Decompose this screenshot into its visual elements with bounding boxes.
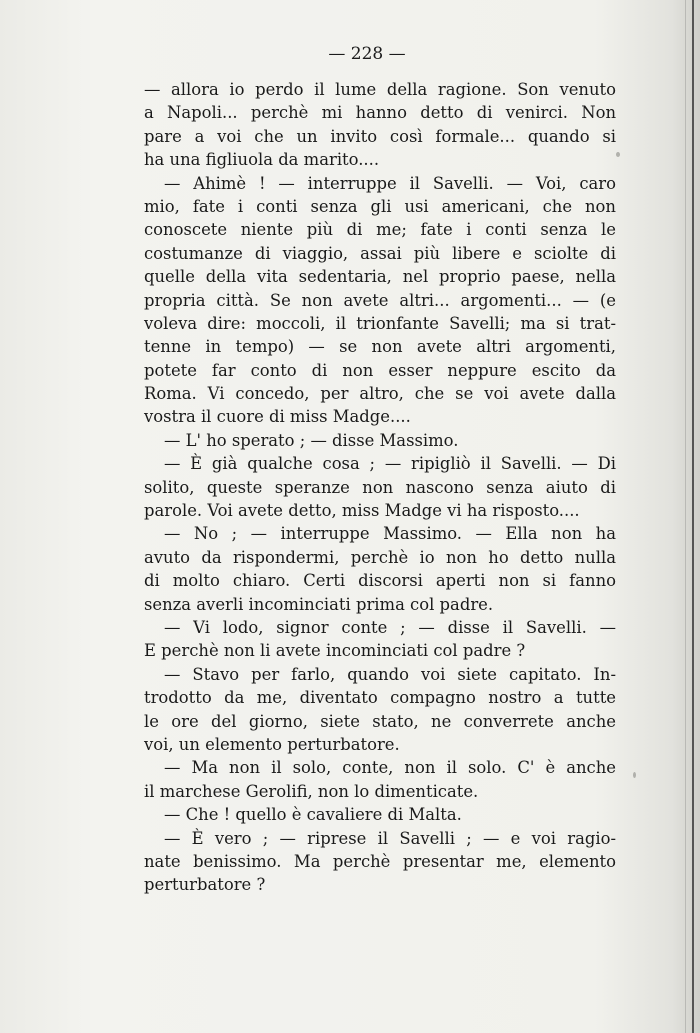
text-line: il marchese Gerolifi, non lo dimenticate. xyxy=(144,781,479,801)
text-line: nate benissimo. Ma perchè presentar me, elemento xyxy=(144,851,616,871)
page-edge-shadow xyxy=(692,0,694,1033)
text-line: — Ma non il solo, conte, non il solo. C' è anche xyxy=(164,758,616,778)
text-line: — Ahimè ! — interruppe il Savelli. — Voi, caro xyxy=(164,173,616,193)
text-line: voleva dire: moccoli, il trionfante Savelli; ma si trat- xyxy=(144,313,616,333)
text-line: senza averli incominciati prima col padre. xyxy=(144,594,494,614)
text-line: potete far conto di non esser neppure escito da xyxy=(144,360,616,380)
text-line: solito, queste speranze non nascono senza aiuto di xyxy=(144,477,616,497)
text-line: vostra il cuore di miss Madge.... xyxy=(144,407,411,427)
body-text xyxy=(144,78,616,897)
text-line: le ore del giorno, siete stato, ne converrete anche xyxy=(144,711,616,731)
text-line: parole. Voi avete detto, miss Madge vi ha risposto.... xyxy=(144,501,580,521)
text-line: E perchè non li avete incominciati col padre ? xyxy=(144,641,526,661)
text-line: voi, un elemento perturbatore. xyxy=(144,734,400,754)
text-line: quelle della vita sedentaria, nel proprio paese, nella xyxy=(144,267,616,287)
paper-speck xyxy=(633,772,636,778)
text-line: — Che ! quello è cavaliere di Malta. xyxy=(164,805,462,825)
text-line: pare a voi che un invito così formale... quando si xyxy=(144,126,616,146)
text-line: mio, fate i conti senza gli usi americani, che non xyxy=(144,196,616,216)
text-line: a Napoli... perchè mi hanno detto di venirci. Non xyxy=(144,103,616,123)
text-line: Roma. Vi concedo, per altro, che se voi avete dalla xyxy=(144,384,616,404)
text-line: propria città. Se non avete altri... argomenti... — (e xyxy=(144,290,616,310)
text-line: — Stavo per farlo, quando voi siete capitato. In- xyxy=(164,664,616,684)
text-line: ha una figliuola da marito.... xyxy=(144,150,380,170)
text-line: — No ; — interruppe Massimo. — Ella non ha xyxy=(164,524,616,544)
text-line: costumanze di viaggio, assai più libere e sciolte di xyxy=(144,243,616,263)
text-line: perturbatore ? xyxy=(144,875,266,895)
paper-speck xyxy=(616,152,620,157)
text-line: — È vero ; — riprese il Savelli ; — e voi ragio- xyxy=(164,828,616,848)
text-line: avuto da rispondermi, perchè io non ho detto nulla xyxy=(144,547,616,567)
text-line: — allora io perdo il lume della ragione. Son venuto xyxy=(144,80,616,99)
text-line: — È già qualche cosa ; — ripigliò il Savelli. — Di xyxy=(164,454,616,474)
page-edge-line xyxy=(685,0,686,1033)
text-line: — L' ho sperato ; — disse Massimo. xyxy=(164,430,459,450)
text-line: di molto chiaro. Certi discorsi aperti non si fanno xyxy=(144,571,616,591)
text-line: conoscete niente più di me; fate i conti senza le xyxy=(144,220,616,240)
text-line: tenne in tempo) — se non avete altri argomenti, xyxy=(144,337,616,357)
text-line: — Vi lodo, signor conte ; — disse il Savelli. — xyxy=(164,617,616,637)
page-number: — 228 — xyxy=(328,44,406,64)
text-line: trodotto da me, diventato compagno nostro a tutte xyxy=(144,688,616,708)
